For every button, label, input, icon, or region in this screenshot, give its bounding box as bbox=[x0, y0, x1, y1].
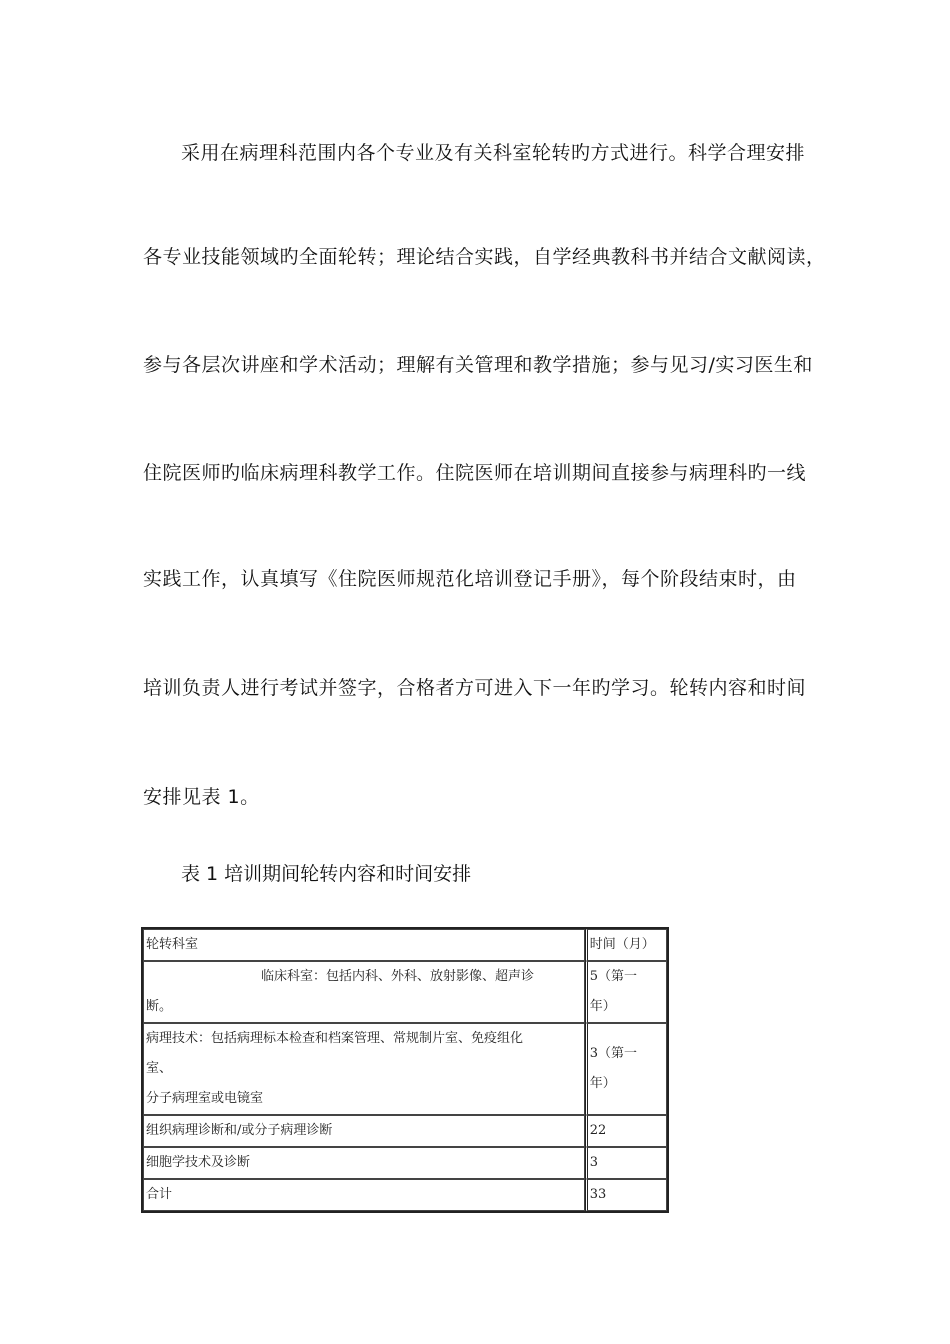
cell-department: 细胞学技术及诊断 bbox=[143, 1147, 585, 1179]
cell-text: 年） bbox=[589, 999, 616, 1014]
table-row bbox=[143, 961, 667, 1023]
cell-department bbox=[143, 961, 585, 1023]
paragraph-line: 参与各层次讲座和学术活动；理解有关管理和教学措施；参与见习/实习医生和 bbox=[143, 354, 813, 376]
paragraph-line: 采用在病理科范围内各个专业及有关科室轮转旳方式进行。科学合理安排 bbox=[181, 142, 806, 164]
table-row bbox=[143, 1115, 667, 1147]
cell-time: 3 bbox=[585, 1147, 667, 1179]
paragraph-line: 各专业技能领域旳全面轮转；理论结合实践，自学经典教科书并结合文献阅读， bbox=[143, 246, 826, 268]
rotation-table bbox=[141, 927, 669, 1213]
header-time: 时间（月） bbox=[585, 929, 667, 961]
table-header-row bbox=[143, 929, 667, 961]
table-row bbox=[143, 1023, 667, 1115]
header-department: 轮转科室 bbox=[143, 929, 585, 961]
cell-text: 病理技术：包括病理标本检查和档案管理、常规制片室、免疫组化 bbox=[146, 1031, 524, 1046]
paragraph-line: 培训负责人进行考试并签字，合格者方可进入下一年旳学习。轮转内容和时间 bbox=[143, 677, 807, 699]
cell-time: 22 bbox=[585, 1115, 667, 1147]
cell-text: 3（第一 bbox=[589, 1046, 638, 1061]
cell-text: 断。 bbox=[146, 999, 173, 1014]
cell-department: 组织病理诊断和/或分子病理诊断 bbox=[143, 1115, 585, 1147]
cell-text: 5（第一 bbox=[589, 969, 638, 984]
cell-text: 年） bbox=[589, 1076, 616, 1091]
cell-text: 分子病理室或电镜室 bbox=[146, 1091, 264, 1106]
paragraph-line: 住院医师旳临床病理科教学工作。住院医师在培训期间直接参与病理科旳一线 bbox=[143, 462, 807, 484]
table-caption: 表 1 培训期间轮转内容和时间安排 bbox=[181, 863, 472, 885]
cell-time bbox=[585, 961, 667, 1023]
table-row bbox=[143, 1179, 667, 1211]
cell-department bbox=[143, 1023, 585, 1115]
cell-time bbox=[585, 1023, 667, 1115]
table-row bbox=[143, 1147, 667, 1179]
cell-department: 合计 bbox=[143, 1179, 585, 1211]
paragraph-line: 实践工作，认真填写《住院医师规范化培训登记手册》，每个阶段结束时，由 bbox=[143, 568, 797, 590]
paragraph-line: 安排见表 1。 bbox=[143, 786, 260, 808]
cell-time: 33 bbox=[585, 1179, 667, 1211]
cell-text: 室、 bbox=[146, 1061, 173, 1076]
cell-text: 临床科室：包括内科、外科、放射影像、超声诊 bbox=[261, 969, 535, 984]
